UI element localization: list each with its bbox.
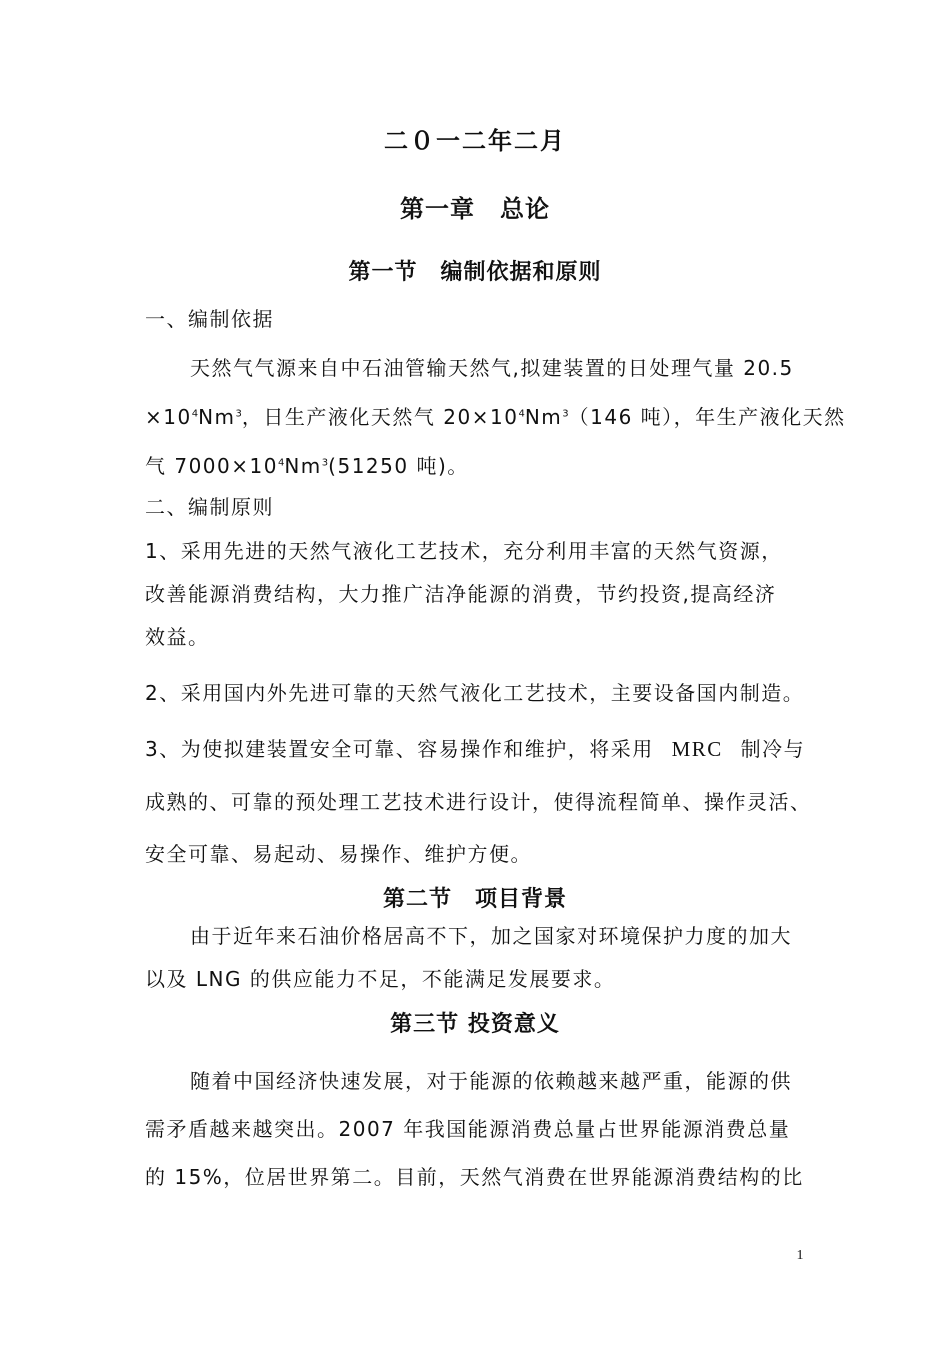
basis-heading: 一、编制依据: [145, 307, 274, 331]
principle-3-line-1: [145, 735, 805, 763]
page-number: 1: [796, 1248, 804, 1263]
section-1-title: 第一节 编制依据和原则: [348, 260, 602, 285]
unit-text: Nm: [198, 405, 236, 429]
superscript: 4: [518, 408, 525, 420]
mrc-term: MRC: [671, 737, 723, 761]
basis-paragraph-line-2: [145, 403, 846, 431]
date-title: 二０一二年二月: [384, 127, 566, 155]
chapter-title: 第一章 总论: [400, 195, 550, 223]
background-line-1: 由于近年来石油价格居高不下，加之国家对环境保护力度的加大: [190, 924, 792, 948]
text-run: 气 7000×10: [145, 454, 278, 478]
significance-line-3: 的 15%，位居世界第二。目前，天然气消费在世界能源消费结构的比: [145, 1165, 804, 1189]
basis-paragraph-line-3: [145, 452, 805, 480]
principle-3-line-3: 安全可靠、易起动、易操作、维护方便。: [145, 842, 532, 866]
unit-text: Nm: [284, 454, 322, 478]
principle-3-line-2: 成熟的、可靠的预处理工艺技术进行设计，使得流程简单、操作灵活、: [145, 790, 812, 814]
text-run: 3、为使拟建装置安全可靠、容易操作和维护，将采用: [145, 737, 654, 761]
superscript: 4: [277, 457, 285, 469]
text-run: （146 吨），年生产液化天然: [568, 405, 846, 429]
principle-1-line-2: 改善能源消费结构，大力推广洁净能源的消费，节约投资,提高经济: [145, 582, 777, 606]
section-3-title: 第三节 投资意义: [390, 1012, 560, 1037]
principle-heading: 二、编制原则: [145, 495, 274, 519]
superscript: 4: [191, 408, 199, 420]
text-run: 制冷与: [740, 737, 806, 761]
basis-paragraph-line-1: 天然气气源来自中石油管输天然气,拟建装置的日处理气量 20.5: [190, 356, 794, 380]
superscript: 3: [235, 408, 242, 420]
text-run: ，日生产液化天然气 20×10: [241, 405, 519, 429]
text-run: ×10: [145, 405, 192, 429]
superscript: 3: [562, 408, 569, 420]
unit-text: Nm: [524, 405, 563, 429]
section-2-title: 第二节 项目背景: [382, 887, 567, 912]
principle-1-line-3: 效益。: [145, 625, 210, 649]
principle-1-line-1: 1、采用先进的天然气液化工艺技术，充分利用丰富的天然气资源，: [145, 539, 783, 563]
superscript: 3: [321, 457, 329, 469]
background-line-2: 以及 LNG 的供应能力不足，不能满足发展要求。: [145, 967, 616, 991]
significance-line-1: 随着中国经济快速发展，对于能源的依赖越来越严重，能源的供: [190, 1069, 792, 1093]
text-run: (51250 吨)。: [328, 454, 469, 478]
principle-2: 2、采用国内外先进可靠的天然气液化工艺技术，主要设备国内制造。: [145, 681, 805, 705]
significance-line-2: 需矛盾越来越突出。2007 年我国能源消费总量占世界能源消费总量: [145, 1117, 791, 1141]
